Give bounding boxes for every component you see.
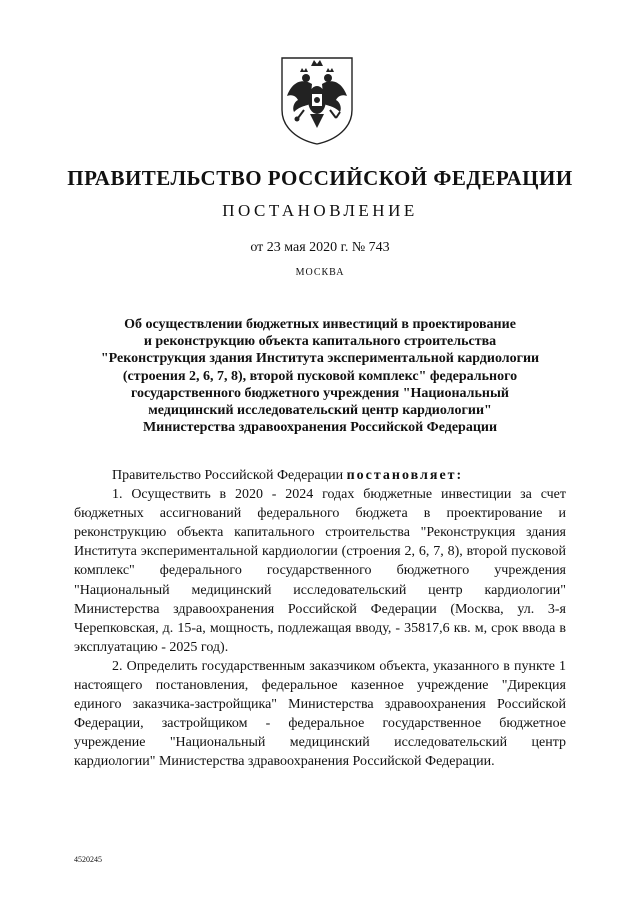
intro-text: Правительство Российской Федерации [112,468,347,483]
document-type: ПОСТАНОВЛЕНИЕ [222,201,418,220]
document-body [74,466,566,772]
paragraph-1: 1. Осуществить в 2020 - 2024 годах бюджетные инвестиции за счет бюджетных ассигнований федерального бюджета в проектирование и реконструкцию объекта капитального строительства "Реконструкция здания Института экспериментальной кардиологии (строения 2, 6, 7, 8), второй пусковой комплекс" федерального государственного бюджетного учреждения "Национальный медицинский исследовательский центр кардиологии" Министерства здравоохранения Российской Федерации (Москва, ул. 3-я Черепковская, д. 15-а, мощность, подлежащая вводу, - 35817,6 кв. м, срок ввода в эксплуатацию - 2025 год). [74,487,566,655]
subject-line: и реконструкцию объекта капитального строительства [143,334,497,350]
intro-paragraph [74,466,566,485]
subject-line: "Реконструкция здания Института экспериментальной кардиологии [100,351,540,367]
document-code: 4520245 [74,855,102,864]
russian-coat-of-arms-icon [278,52,356,146]
subject-line: (строения 2, 6, 7, 8), второй пусковой комплекс" федерального [122,368,518,384]
date-and-number: от 23 мая 2020 г. № 743 [250,240,390,255]
government-title: ПРАВИТЕЛЬСТВО РОССИЙСКОЙ ФЕДЕРАЦИИ [67,166,573,190]
subject-line: государственного бюджетного учреждения "Национальный [131,385,509,401]
subject-line: медицинский исследовательский центр кардиологии" [148,403,492,419]
resolves-word: постановляет: [346,468,464,483]
document-subject [70,316,570,436]
subject-line: Министерства здравоохранения Российской Федерации [142,420,498,436]
city: МОСКВА [295,267,345,278]
subject-line: Об осуществлении бюджетных инвестиций в проектирование [124,317,516,332]
paragraph-2: 2. Определить государственным заказчиком объекта, указанного в пункте 1 настоящего постановления, федеральное казенное учреждение "Дирекция единого заказчика-застройщика" Министерства здравоохранения Российской Федерации, застройщиком - федеральное государственное бюджетное учреждение "Национальный медицинский исследовательский центр кардиологии" Министерства здравоохранения Российской Федерации. [74,658,566,770]
